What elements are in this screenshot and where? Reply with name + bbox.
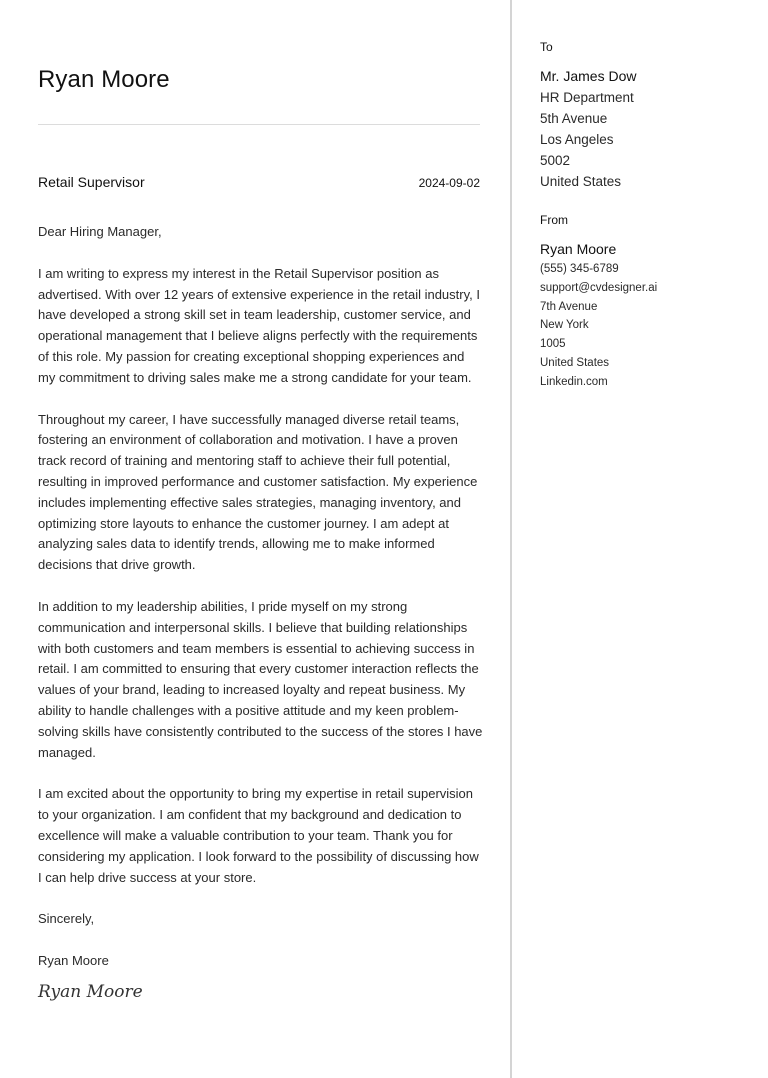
handwritten-signature: Ryan Moore [38, 982, 143, 1002]
recipient-address [540, 66, 636, 192]
recipient-name: Mr. James Dow [540, 68, 637, 84]
sender-postal: 1005 [540, 338, 566, 351]
to-label: To [540, 40, 553, 54]
letter-date: 2024-09-02 [418, 176, 480, 190]
recipient-department: HR Department [540, 90, 634, 105]
recipient-street: 5th Avenue [540, 111, 608, 126]
letter-paragraph-4: I am excited about the opportunity to bring my expertise in retail supervision to your organization. I am confident that my background and dedication to excellence will make a valuable contribution to your team. Thank you for considering my application. I look forward to the possibility of discussing how I can help drive success at your store. [38, 786, 479, 885]
job-row [38, 174, 480, 190]
from-label: From [540, 213, 568, 227]
sender-name: Ryan Moore [540, 241, 617, 257]
recipient-country: United States [540, 174, 622, 189]
header-divider [38, 124, 480, 125]
letter-paragraph-2: Throughout my career, I have successfully managed diverse retail teams, fostering an environment of collaboration and motivation. I have a proven track record of training and mentoring staff to achieve their full potential, resulting in improved performance and customer satisfaction. My experience includes implementing effective sales strategies, managing inventory, and optimizing store layouts to enhance the customer journey. I am adept at analyzing sales data to identify trends, allowing me to make informed decisions that drive growth. [38, 411, 478, 573]
letter-closing: Sincerely, [38, 911, 95, 927]
sender-city: New York [540, 319, 589, 332]
sender-email: support@cvdesigner.ai [540, 281, 658, 294]
sender-phone: (555) 345-6789 [540, 263, 619, 275]
sender-address [540, 239, 657, 392]
recipient-postal: 5002 [540, 153, 571, 168]
letter-paragraph-3: In addition to my leadership abilities, I pride myself on my strong communication and interpersonal skills. I believe that building relationships with both customers and team members is essential to achieving success in retail. I am committed to ensuring that every customer interaction reflects the values of your brand, leading to increased loyalty and repeat business. My ability to handle challenges with a positive attitude and my keen problem-solving skills have consistently contributed to the success of the stores I have managed. [38, 598, 483, 760]
letter-body [38, 222, 484, 993]
recipient-city: Los Angeles [540, 132, 614, 147]
letter-closing-name: Ryan Moore [38, 953, 109, 969]
column-divider [510, 0, 512, 1078]
job-title: Retail Supervisor [38, 174, 145, 190]
letter-paragraph-1: I am writing to express my interest in the Retail Supervisor position as advertised. With over 12 years of extensive experience in the retail industry, I have developed a strong skill set in team leadership, customer service, and operational management that I believe aligns perfectly with the requirements of this role. My passion for creating exceptional shopping experiences and my commitment to driving sales make me a strong candidate for your team. [38, 265, 480, 385]
letter-greeting: Dear Hiring Manager, [38, 224, 162, 239]
sender-street: 7th Avenue [540, 300, 598, 313]
sender-name-heading: Ryan Moore [38, 66, 170, 93]
sender-linkedin: Linkedin.com [540, 375, 608, 388]
sender-country: United States [540, 356, 610, 369]
